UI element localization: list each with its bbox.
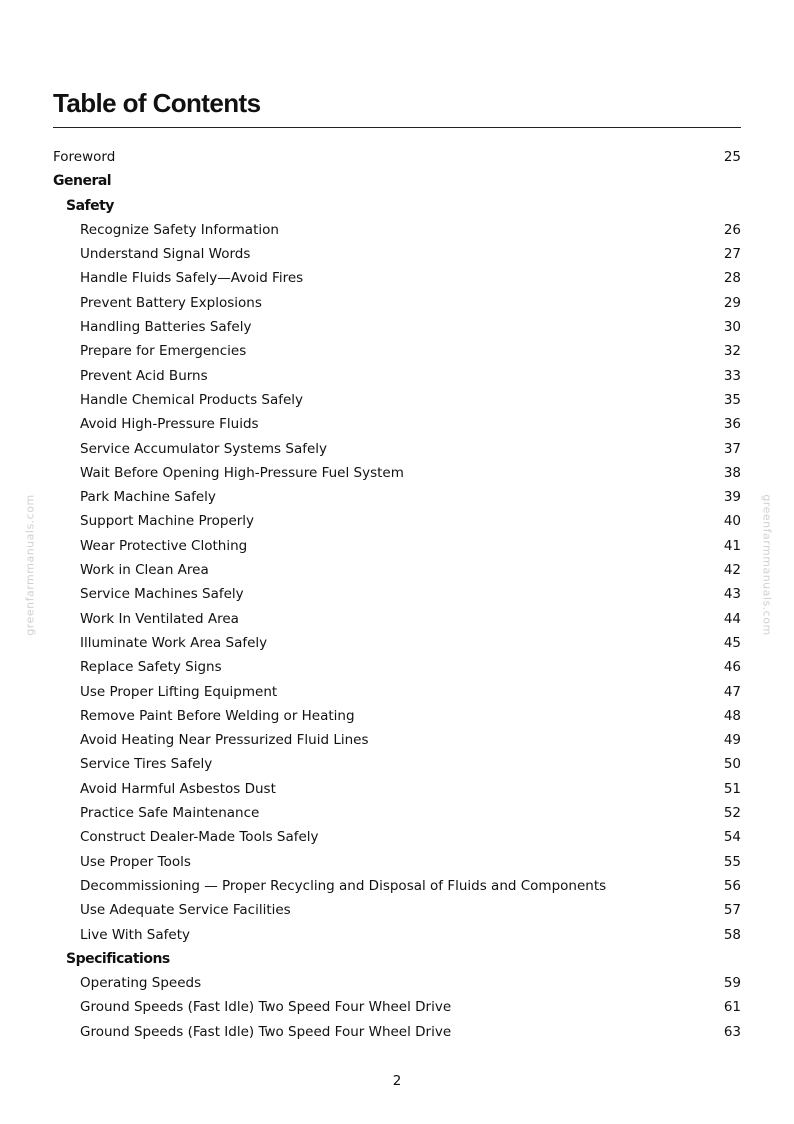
toc-entry-page: 56 bbox=[723, 877, 741, 894]
toc-entry[interactable] bbox=[53, 145, 741, 169]
toc-entry-label: Operating Speeds bbox=[80, 975, 202, 992]
toc-entry-label: Prevent Acid Burns bbox=[80, 367, 208, 384]
toc-entry-page: 43 bbox=[723, 586, 741, 603]
toc-entry[interactable] bbox=[53, 461, 741, 485]
toc-entry-label: Remove Paint Before Welding or Heating bbox=[80, 707, 355, 724]
toc-entry[interactable] bbox=[53, 801, 741, 825]
toc-entry[interactable] bbox=[53, 194, 741, 218]
toc-entry-page: 44 bbox=[723, 610, 741, 627]
toc-entry-label: Specifications bbox=[66, 950, 170, 967]
toc-entry[interactable] bbox=[53, 607, 741, 631]
toc-entry-page: 28 bbox=[723, 270, 741, 287]
toc-entry-label: Handle Fluids Safely—Avoid Fires bbox=[80, 270, 304, 287]
toc-entry[interactable] bbox=[53, 752, 741, 776]
toc-entry-page: 30 bbox=[723, 319, 741, 336]
toc-entry-page: 35 bbox=[723, 391, 741, 408]
toc-entry-label: General bbox=[53, 173, 112, 190]
toc-entry[interactable] bbox=[53, 364, 741, 388]
toc-entry-page: 26 bbox=[723, 221, 741, 238]
toc-entry[interactable] bbox=[53, 412, 741, 436]
toc-entry-page: 54 bbox=[723, 829, 741, 846]
toc-list bbox=[53, 145, 741, 1044]
toc-entry-label: Prepare for Emergencies bbox=[80, 343, 247, 360]
toc-entry[interactable] bbox=[53, 485, 741, 509]
toc-entry[interactable] bbox=[53, 218, 741, 242]
toc-entry-page: 61 bbox=[723, 999, 741, 1016]
toc-entry-page: 25 bbox=[723, 149, 741, 165]
toc-entry[interactable] bbox=[53, 971, 741, 995]
toc-entry[interactable] bbox=[53, 704, 741, 728]
toc-entry-label: Work In Ventilated Area bbox=[80, 610, 239, 627]
toc-entry-label: Wear Protective Clothing bbox=[80, 537, 248, 554]
toc-entry-page: 59 bbox=[723, 975, 741, 992]
toc-entry-page: 50 bbox=[723, 756, 741, 773]
toc-entry[interactable] bbox=[53, 874, 741, 898]
toc-entry-page: 41 bbox=[723, 537, 741, 554]
toc-entry-page: 40 bbox=[723, 513, 741, 530]
toc-entry-page: 55 bbox=[723, 853, 741, 870]
toc-entry-label: Avoid Heating Near Pressurized Fluid Lines bbox=[80, 732, 369, 749]
page-number: 2 bbox=[392, 1073, 402, 1089]
toc-entry-label: Service Machines Safely bbox=[80, 586, 244, 603]
toc-entry-label: Safety bbox=[66, 197, 114, 214]
toc-entry-label: Construct Dealer-Made Tools Safely bbox=[80, 829, 319, 846]
toc-entry-label: Prevent Battery Explosions bbox=[80, 294, 262, 311]
page-title: Table of Contents bbox=[53, 88, 261, 118]
toc-entry-page: 58 bbox=[723, 926, 741, 943]
toc-entry-label: Handling Batteries Safely bbox=[80, 319, 252, 336]
toc-entry-page: 27 bbox=[723, 246, 741, 263]
toc-entry-label: Foreword bbox=[53, 149, 116, 165]
toc-entry-page: 48 bbox=[723, 707, 741, 724]
toc-entry[interactable] bbox=[53, 315, 741, 339]
toc-entry-label: Practice Safe Maintenance bbox=[80, 805, 260, 822]
toc-entry[interactable] bbox=[53, 534, 741, 558]
toc-entry-page: 42 bbox=[723, 562, 741, 579]
toc-entry-page: 57 bbox=[723, 902, 741, 919]
toc-entry-page: 45 bbox=[723, 634, 741, 651]
toc-entry-page: 38 bbox=[723, 464, 741, 481]
toc-entry-label: Use Proper Tools bbox=[80, 853, 191, 870]
toc-entry[interactable] bbox=[53, 923, 741, 947]
toc-entry[interactable] bbox=[53, 388, 741, 412]
toc-entry-label: Ground Speeds (Fast Idle) Two Speed Four Wheel Drive bbox=[80, 1023, 452, 1040]
toc-entry-page: 29 bbox=[723, 294, 741, 311]
toc-entry-label: Service Tires Safely bbox=[80, 756, 213, 773]
toc-entry[interactable] bbox=[53, 655, 741, 679]
toc-entry-label: Replace Safety Signs bbox=[80, 659, 222, 676]
toc-entry[interactable] bbox=[53, 437, 741, 461]
toc-entry[interactable] bbox=[53, 509, 741, 533]
toc-entry-page: 39 bbox=[723, 489, 741, 506]
toc-entry[interactable] bbox=[53, 680, 741, 704]
toc-entry-page: 52 bbox=[723, 805, 741, 822]
toc-entry-page: 32 bbox=[723, 343, 741, 360]
toc-entry-page: 33 bbox=[723, 367, 741, 384]
toc-entry-label: Wait Before Opening High-Pressure Fuel System bbox=[80, 464, 404, 481]
toc-entry-label: Avoid Harmful Asbestos Dust bbox=[80, 780, 276, 797]
toc-entry-label: Support Machine Properly bbox=[80, 513, 255, 530]
toc-entry-page: 63 bbox=[723, 1023, 741, 1040]
toc-entry-label: Use Adequate Service Facilities bbox=[80, 902, 291, 919]
toc-entry-label: Park Machine Safely bbox=[80, 489, 216, 506]
toc-entry[interactable] bbox=[53, 582, 741, 606]
toc-entry[interactable] bbox=[53, 728, 741, 752]
toc-entry-label: Work in Clean Area bbox=[80, 562, 209, 579]
title-divider bbox=[53, 127, 741, 128]
toc-entry[interactable] bbox=[53, 291, 741, 315]
toc-entry[interactable] bbox=[53, 850, 741, 874]
toc-entry[interactable] bbox=[53, 777, 741, 801]
toc-entry-label: Understand Signal Words bbox=[80, 246, 251, 263]
toc-entry[interactable] bbox=[53, 339, 741, 363]
toc-entry[interactable] bbox=[53, 242, 741, 266]
toc-entry[interactable] bbox=[53, 898, 741, 922]
toc-entry-page: 37 bbox=[723, 440, 741, 457]
toc-entry-label: Decommissioning — Proper Recycling and Disposal of Fluids and Components bbox=[80, 877, 607, 894]
toc-entry-page: 51 bbox=[723, 780, 741, 797]
toc-entry-page: 36 bbox=[723, 416, 741, 433]
toc-entry-label: Live With Safety bbox=[80, 926, 190, 943]
toc-entry-label: Illuminate Work Area Safely bbox=[80, 634, 268, 651]
toc-entry[interactable] bbox=[53, 825, 741, 849]
toc-entry-page: 46 bbox=[723, 659, 741, 676]
toc-entry[interactable] bbox=[53, 995, 741, 1019]
toc-entry-label: Recognize Safety Information bbox=[80, 221, 279, 238]
toc-entry-label: Avoid High-Pressure Fluids bbox=[80, 416, 259, 433]
toc-entry[interactable] bbox=[53, 266, 741, 290]
toc-entry[interactable] bbox=[53, 1020, 741, 1044]
toc-entry-label: Handle Chemical Products Safely bbox=[80, 391, 304, 408]
toc-entry[interactable] bbox=[53, 947, 741, 971]
watermark-left: greenfarmmanuals.com bbox=[23, 494, 37, 636]
toc-entry[interactable] bbox=[53, 169, 741, 193]
toc-entry-label: Ground Speeds (Fast Idle) Two Speed Four Wheel Drive bbox=[80, 999, 452, 1016]
toc-entry[interactable] bbox=[53, 631, 741, 655]
toc-entry-label: Service Accumulator Systems Safely bbox=[80, 440, 328, 457]
toc-entry-page: 47 bbox=[723, 683, 741, 700]
toc-entry-page: 49 bbox=[723, 732, 741, 749]
watermark-right: greenfarmmanuals.com bbox=[760, 494, 774, 636]
toc-entry-label: Use Proper Lifting Equipment bbox=[80, 683, 278, 700]
toc-entry[interactable] bbox=[53, 558, 741, 582]
